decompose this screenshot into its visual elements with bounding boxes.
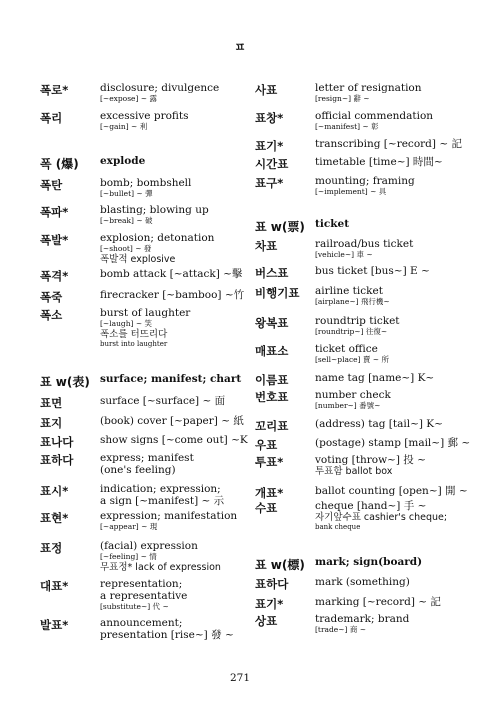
headword: 표 w(票) bbox=[255, 220, 305, 234]
definition bbox=[315, 265, 430, 277]
definition-line: railroad/bus ticket bbox=[315, 238, 414, 250]
headword: 폭소 bbox=[40, 308, 63, 322]
headword: 표기* bbox=[255, 597, 284, 611]
definition-line: (one's feeling) bbox=[100, 464, 176, 476]
definition-line: firecracker [~bamboo] ~竹 bbox=[100, 289, 245, 301]
definition-line: bomb; bombshell bbox=[100, 177, 192, 189]
definition-line: explosion; detonation bbox=[100, 232, 215, 244]
definition bbox=[100, 268, 242, 280]
definition-line: announcement; bbox=[100, 617, 183, 629]
definition-line: surface [~surface] ~ 面 bbox=[100, 395, 226, 407]
headword: 매표소 bbox=[255, 344, 289, 358]
headword: 발표* bbox=[40, 618, 69, 632]
definition-line: express; manifest bbox=[100, 452, 194, 464]
definition bbox=[315, 437, 470, 449]
headword: 표면 bbox=[40, 396, 63, 410]
definition-line: (book) cover [~paper] ~ 紙 bbox=[100, 415, 244, 427]
definition-line: presentation [rise~] 發 ~ bbox=[100, 629, 234, 641]
definition bbox=[315, 285, 390, 307]
etymology-note: [~manifest] ~ 彰 bbox=[315, 122, 379, 131]
headword: 표구* bbox=[255, 176, 284, 190]
headword: 투표* bbox=[255, 455, 284, 469]
headword: 폭죽 bbox=[40, 290, 63, 304]
definition bbox=[315, 418, 443, 430]
etymology-note: [~shoot] ~ 發 bbox=[100, 244, 152, 253]
definition-line: bomb attack [~attack] ~擊 bbox=[100, 268, 243, 280]
definition-line: show signs [~come out] ~K bbox=[100, 434, 248, 446]
definition-line: voting [throw~] 投 ~ bbox=[315, 454, 426, 466]
related-word: 무표정* lack of expression bbox=[100, 562, 221, 573]
definition bbox=[100, 510, 237, 532]
definition bbox=[315, 156, 443, 168]
definition bbox=[100, 232, 214, 265]
definition-line: mark (something) bbox=[315, 576, 410, 588]
headword: 시간표 bbox=[255, 157, 289, 171]
headword: 꼬리표 bbox=[255, 419, 289, 433]
definition-line: official commendation bbox=[315, 110, 434, 122]
definition bbox=[315, 175, 415, 197]
etymology-note: [trade~] 商 ~ bbox=[315, 625, 366, 634]
definition-line: explode bbox=[100, 155, 146, 167]
etymology-note: [resign~] 辭 ~ bbox=[315, 94, 370, 103]
definition bbox=[315, 315, 400, 337]
definition-line: ticket office bbox=[315, 343, 378, 355]
related-word: 폭발적 explosive bbox=[100, 254, 176, 265]
related-word: 투표함 ballot box bbox=[315, 466, 393, 477]
heading-gloss bbox=[100, 155, 145, 167]
etymology-note: [~feeling] ~ 情 bbox=[100, 552, 157, 561]
definition bbox=[315, 613, 409, 635]
definition-line: representation; bbox=[100, 578, 183, 590]
heading-gloss bbox=[100, 373, 241, 385]
headword: 폭격* bbox=[40, 269, 69, 283]
definition-line: cheque [hand~] 手 ~ bbox=[315, 500, 427, 512]
definition-line: surface; manifest; chart bbox=[100, 373, 242, 385]
related-gloss: burst into laughter bbox=[100, 340, 168, 348]
headword: 상표 bbox=[255, 614, 278, 628]
definition-line: mounting; framing bbox=[315, 175, 415, 187]
definition bbox=[315, 82, 422, 104]
definition-line: blasting; blowing up bbox=[100, 204, 209, 216]
definition bbox=[315, 343, 389, 365]
etymology-note: [~laugh] ~ 笑 bbox=[100, 319, 153, 328]
definition bbox=[100, 415, 244, 427]
headword: 폭탄 bbox=[40, 178, 63, 192]
headword: 개표* bbox=[255, 486, 284, 500]
etymology-note: [~implement] ~ 具 bbox=[315, 187, 387, 196]
definition bbox=[100, 434, 248, 446]
heading-gloss bbox=[315, 218, 349, 230]
headword: 표지 bbox=[40, 416, 63, 430]
definition-line: letter of resignation bbox=[315, 82, 422, 94]
headword: 폭 (爆) bbox=[40, 157, 79, 171]
etymology-note: [vehicle~] 車 ~ bbox=[315, 250, 373, 259]
headword: 표나다 bbox=[40, 435, 74, 449]
page-number: 271 bbox=[229, 672, 251, 684]
etymology-note: [~appear] ~ 現 bbox=[100, 522, 158, 531]
definition bbox=[315, 500, 447, 532]
etymology-note: [~break] ~ 破 bbox=[100, 216, 153, 225]
definition-line: (address) tag [tail~] K~ bbox=[315, 418, 443, 430]
headword: 표하다 bbox=[255, 577, 289, 591]
etymology-note: [sell~place] 賣 ~ 所 bbox=[315, 355, 389, 364]
definition bbox=[315, 238, 413, 260]
definition-line: ticket bbox=[315, 218, 350, 230]
related-gloss: bank cheque bbox=[315, 523, 361, 531]
headword: 표창* bbox=[255, 111, 284, 125]
etymology-note: [number~] 番號~ bbox=[315, 401, 381, 410]
related-word: 폭소를 터뜨리다 bbox=[100, 329, 168, 340]
definition bbox=[100, 177, 191, 199]
headword: 표현* bbox=[40, 511, 69, 525]
definition-line: a sign [~manifest] ~ 示 bbox=[100, 495, 225, 507]
etymology-note: [~bullet] ~ 彈 bbox=[100, 189, 153, 198]
definition-line: timetable [time~] 時間~ bbox=[315, 156, 443, 168]
heading-gloss bbox=[315, 556, 422, 568]
related-word: 자기앞수표 cashier's cheque; bbox=[315, 512, 448, 523]
definition-line: burst of laughter bbox=[100, 307, 191, 319]
headword: 폭로* bbox=[40, 83, 69, 97]
definition bbox=[315, 372, 434, 384]
definition-line: ballot counting [open~] 開 ~ bbox=[315, 485, 468, 497]
definition bbox=[315, 110, 433, 132]
definition-line: disclosure; divulgence bbox=[100, 82, 220, 94]
definition bbox=[100, 578, 187, 612]
definition bbox=[100, 204, 209, 226]
etymology-note: [~expose] ~ 露 bbox=[100, 94, 157, 103]
definition-line: name tag [name~] K~ bbox=[315, 372, 435, 384]
definition bbox=[100, 617, 234, 641]
definition bbox=[100, 82, 219, 104]
definition bbox=[315, 596, 441, 608]
definition-line: airline ticket bbox=[315, 285, 383, 297]
definition bbox=[100, 483, 224, 507]
definition-line: indication; expression; bbox=[100, 483, 221, 495]
headword: 폭파* bbox=[40, 205, 69, 219]
definition-line: trademark; brand bbox=[315, 613, 410, 625]
headword: 이름표 bbox=[255, 373, 289, 387]
definition-line: excessive profits bbox=[100, 110, 189, 122]
headword: 표기* bbox=[255, 139, 284, 153]
definition-line: roundtrip ticket bbox=[315, 315, 400, 327]
etymology-note: [airplane~] 飛行機~ bbox=[315, 297, 390, 306]
definition bbox=[315, 389, 391, 411]
etymology-note: [roundtrip~] 往復~ bbox=[315, 327, 388, 336]
headword: 수표 bbox=[255, 501, 278, 515]
headword: 비행기표 bbox=[255, 286, 300, 300]
headword: 표시* bbox=[40, 484, 69, 498]
definition bbox=[100, 110, 189, 132]
definition-line: number check bbox=[315, 389, 391, 401]
headword: 표 w(表) bbox=[40, 375, 90, 389]
definition bbox=[100, 452, 194, 476]
headword: 표정 bbox=[40, 541, 63, 555]
etymology-note: [~gain] ~ 利 bbox=[100, 122, 148, 131]
definition-line: mark; sign(board) bbox=[315, 556, 423, 568]
definition bbox=[315, 485, 468, 497]
headword: 번호표 bbox=[255, 390, 289, 404]
headword: 사표 bbox=[255, 83, 278, 97]
headword: 폭리 bbox=[40, 111, 63, 125]
definition-line: transcribing [~record] ~ 記 bbox=[315, 138, 462, 150]
definition-line: bus ticket [bus~] E ~ bbox=[315, 265, 430, 277]
etymology-note: [substitute~] 代 ~ bbox=[100, 602, 169, 611]
definition bbox=[315, 138, 462, 150]
definition-line: (facial) expression bbox=[100, 540, 198, 552]
headword: 차표 bbox=[255, 239, 278, 253]
headword: 우표 bbox=[255, 438, 278, 452]
definition-line: a representative bbox=[100, 590, 188, 602]
headword: 표하다 bbox=[40, 453, 74, 467]
headword: 대표* bbox=[40, 579, 69, 593]
definition bbox=[100, 540, 221, 573]
definition bbox=[315, 454, 426, 477]
definition bbox=[100, 307, 190, 349]
definition bbox=[100, 395, 225, 407]
definition-line: (postage) stamp [mail~] 郵 ~ bbox=[315, 437, 471, 449]
definition-line: expression; manifestation bbox=[100, 510, 238, 522]
page-header: ㅍ bbox=[234, 40, 246, 54]
headword: 폭발* bbox=[40, 233, 69, 247]
definition bbox=[315, 576, 410, 588]
definition bbox=[100, 289, 244, 301]
headword: 표 w(標) bbox=[255, 558, 305, 572]
headword: 버스표 bbox=[255, 266, 289, 280]
definition-line: marking [~record] ~ 記 bbox=[315, 596, 441, 608]
headword: 왕복표 bbox=[255, 316, 289, 330]
